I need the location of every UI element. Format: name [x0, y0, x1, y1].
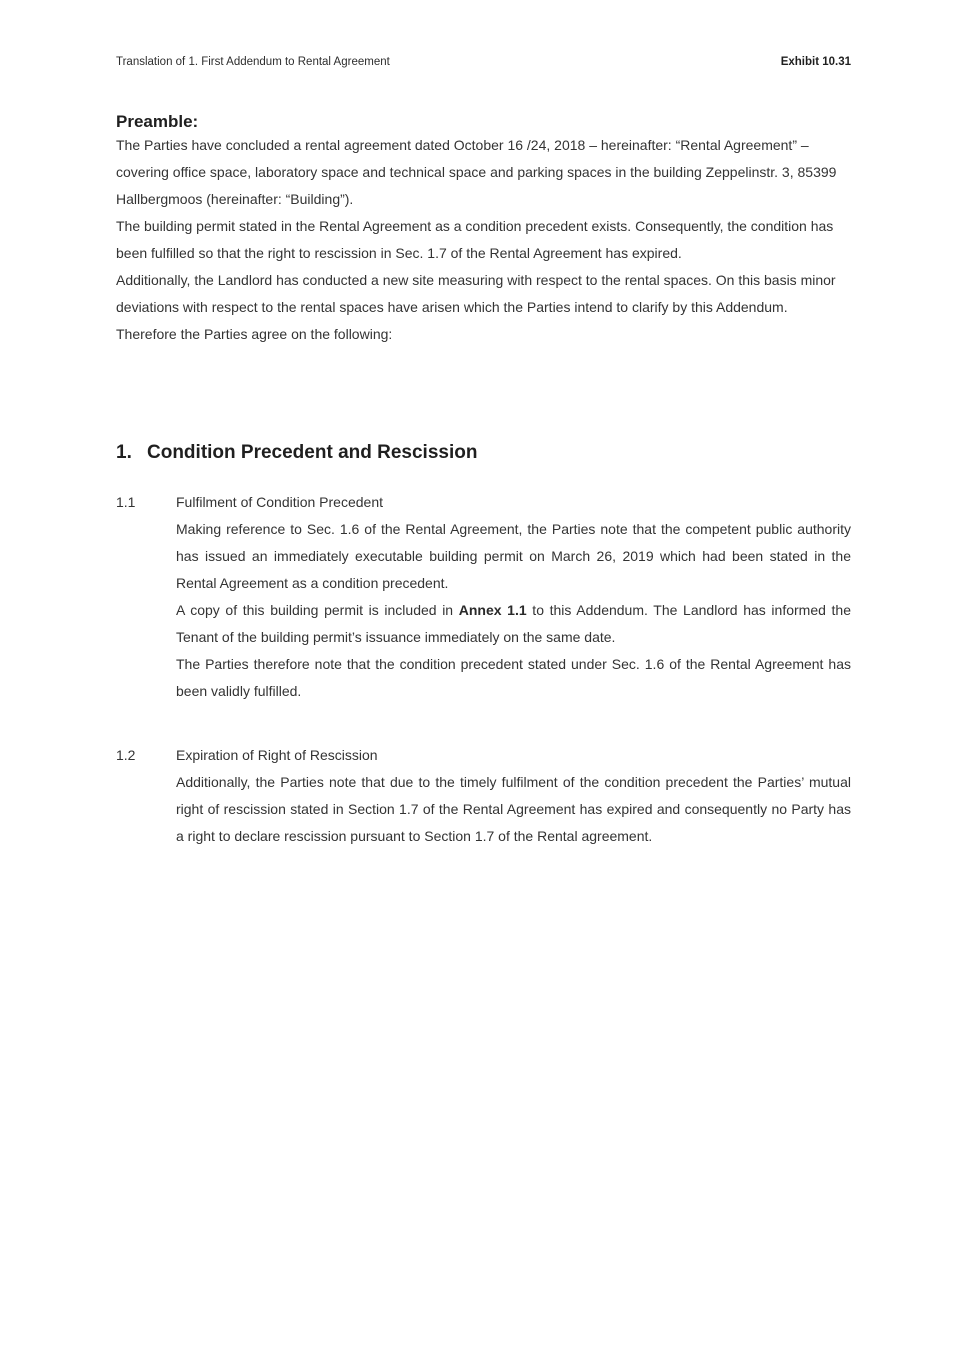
subsection-1-2-paragraph-1: Additionally, the Parties note that due to the timely fulfilment of the condition precedent the Parties’ mutual right of rescission stated in Section 1.7 of the Rental Agreement has expired and consequently no Party has a right to declare rescission pursuant to Section 1.7 of the Rental agreement.	[176, 774, 851, 844]
exhibit-number: Exhibit 10.31	[780, 56, 851, 68]
subsection-1-2-heading	[116, 742, 851, 769]
annex-reference: Annex 1.1	[458, 602, 527, 618]
header-document-title: Translation of 1. First Addendum to Rental Agreement	[116, 56, 390, 68]
section-1-number: 1.	[116, 442, 132, 463]
preamble-paragraph-4: Therefore the Parties agree on the following:	[116, 326, 393, 342]
subsection-1-1-title: Fulfilment of Condition Precedent	[176, 494, 383, 510]
subsection-1-1-paragraph-3: The Parties therefore note that the condition precedent stated under Sec. 1.6 of the Rental Agreement has been validly fulfilled.	[176, 656, 851, 699]
subsection-1-1-paragraph-2	[176, 597, 851, 651]
preamble-paragraph-1: The Parties have concluded a rental agreement dated October 16 /24, 2018 – hereinafter: “Rental Agreement” – covering office space, laboratory space and technical space and parking spaces in the building Zeppelinstr. 3, 85399 Hallbergmoos (hereinafter: “Building”).	[116, 137, 837, 207]
subsection-1-1-number: 1.1	[116, 494, 136, 510]
annex-paragraph-pre: A copy of this building permit is included in	[176, 602, 459, 618]
section-1-title: Condition Precedent and Rescission	[147, 442, 478, 463]
annex-paragraph-post: to this Addendum. The Landlord has informed the Tenant of the building permit’s issuance immediately on the same date.	[176, 602, 851, 645]
subsection-1-1-paragraph-1: Making reference to Sec. 1.6 of the Rental Agreement, the Parties note that the competent public authority has issued an immediately executable building permit on March 26, 2019 which had been stated in the Rental Agreement as a condition precedent.	[176, 521, 851, 591]
section-1-heading	[116, 441, 851, 465]
preamble-paragraph-2: The building permit stated in the Rental Agreement as a condition precedent exists. Consequently, the condition has been fulfilled so that the right to rescission in Sec. 1.7 of the Rental Agreement has expired.	[116, 218, 834, 261]
subsection-1-2-title: Expiration of Right of Rescission	[176, 747, 378, 763]
preamble-heading: Preamble:	[116, 112, 199, 131]
page-header	[116, 55, 851, 69]
subsection-1-2-number: 1.2	[116, 747, 136, 763]
subsection-1-1-heading	[116, 489, 851, 516]
preamble-paragraph-3: Additionally, the Landlord has conducted a new site measuring with respect to the rental spaces. On this basis minor deviations with respect to the rental spaces have arisen which the Parties intend to clarify by this Addendum.	[116, 272, 836, 315]
